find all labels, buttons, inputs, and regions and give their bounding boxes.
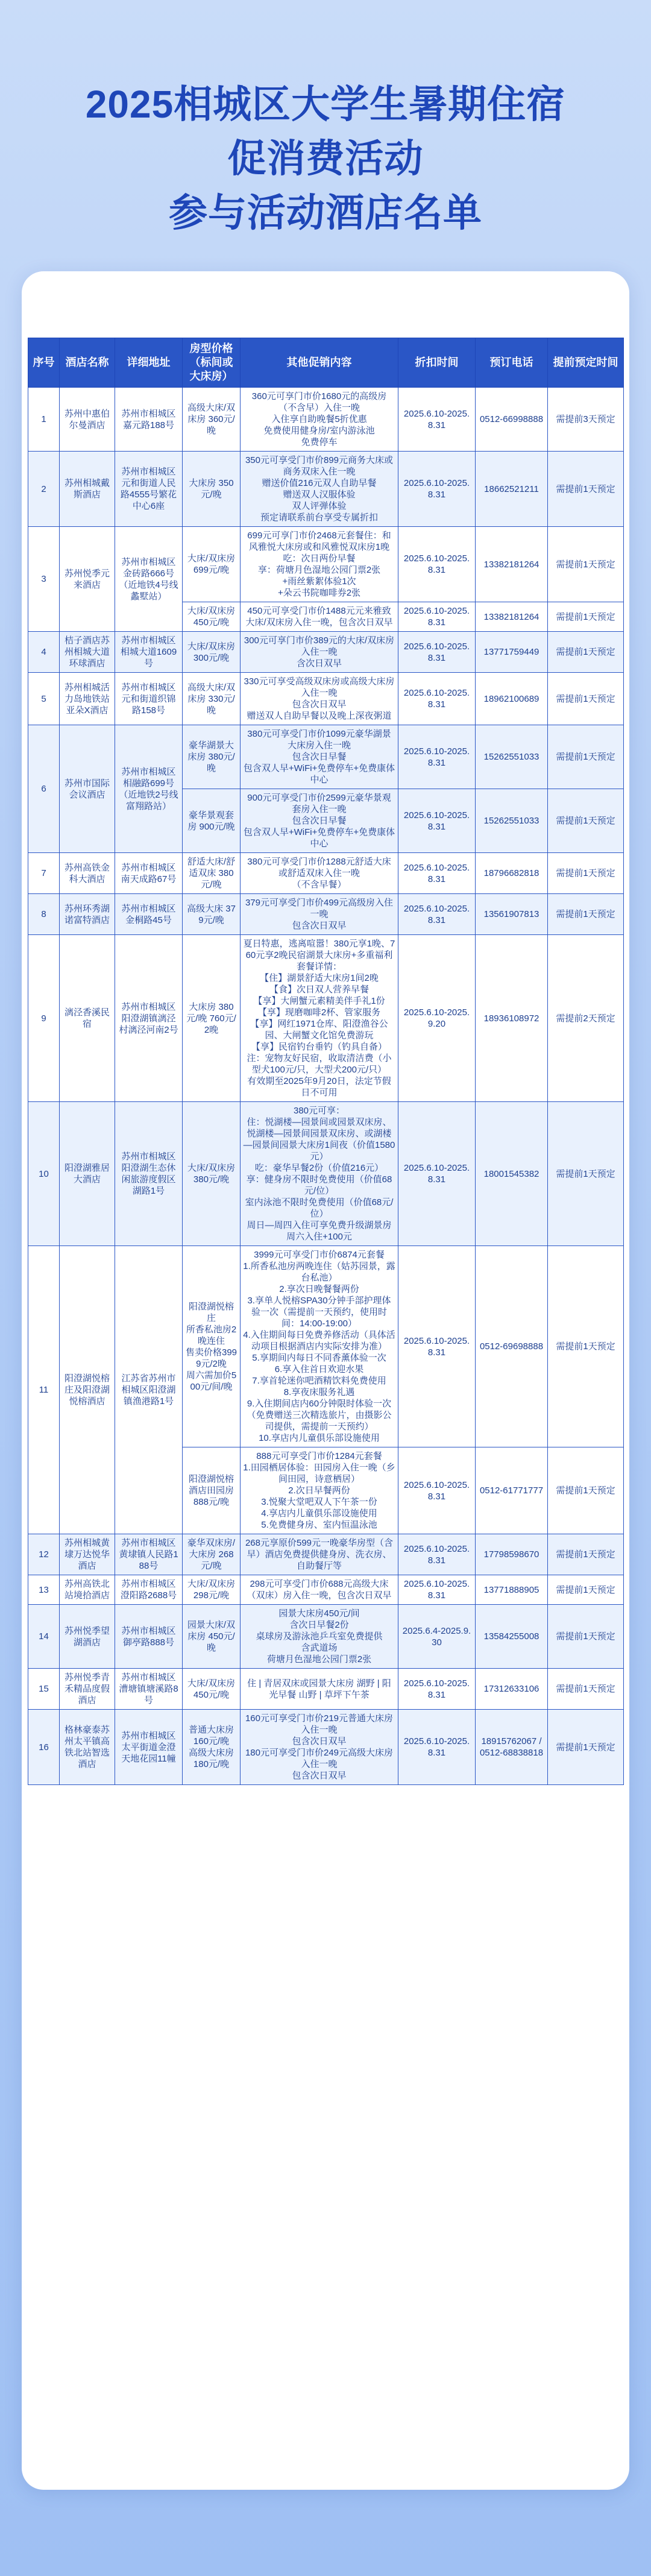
promotion-details: 900元可享受门市价2599元豪华景观套房入住一晚 包含次日早餐 包含双人早+WiFi+免费停车+免费康体中心: [241, 789, 398, 853]
hotel-name: 苏州相城戴斯酒店: [60, 452, 115, 527]
table-row: [28, 1669, 624, 1710]
hotel-address: 苏州市相城区太平街道金澄天地花园11幢: [115, 1710, 183, 1785]
column-header: 折扣时间: [398, 338, 476, 388]
discount-period: 2025.6.10-2025.8.31: [398, 1710, 476, 1785]
hotel-name: 阳澄湖雅居大酒店: [60, 1102, 115, 1246]
hotel-name: 苏州高铁北站境拾酒店: [60, 1575, 115, 1605]
hotel-address: 苏州市相城区澄阳路2688号: [115, 1575, 183, 1605]
title-line-3: 参与活动酒店名单: [169, 191, 482, 235]
hotel-address: 苏州市相城区嘉元路188号: [115, 388, 183, 452]
promotion-details: 888元可享受门市价1284元套餐 1.田园栖居体验：田园房入住一晚（乡间田园，诗意栖居） 2.次日早餐两份 3.悦聚大堂吧双人下午茶一份 4.享店内儿童俱乐部设施使用 5.免费健身房、室内恒温泳池: [241, 1447, 398, 1534]
promotion-details: 268元享原价599元一晚豪华房型（含早）酒店免费提供健身房、洗衣房、自助餐厅等: [241, 1534, 398, 1575]
hotel-address: 苏州市相城区阳澄湖镇漓泾村漓泾河南2号: [115, 935, 183, 1102]
room-price: 大床/双床房 450元/晚: [183, 602, 241, 632]
discount-period: 2025.6.10-2025.8.31: [398, 1246, 476, 1447]
table-row: [28, 673, 624, 725]
advance-booking: 需提前1天预定: [548, 1102, 624, 1246]
hotel-name: 格林豪泰苏州太平镇高铁北站智选酒店: [60, 1710, 115, 1785]
row-number: 11: [28, 1246, 60, 1534]
room-price: 高级大床/双床房 360元/晚: [183, 388, 241, 452]
booking-phone: 18796682818: [476, 853, 548, 894]
booking-phone: 17312633106: [476, 1669, 548, 1710]
promotion-details: 450元可享受门市价1488元元来雅致大床/双床房入住一晚，包含次日双早: [241, 602, 398, 632]
promotion-details: 380元可享： 住：悦湖楼—园景间或园景双床房、悦湖楼—园景间园景双床房、或湖楼—园景间园景大床房1间夜（价值1580元） 吃：豪华早餐2份（价值216元） 享：健身房不限时免费使用（价值68元/位） 室内泳池不限时免费使用（价值68元/位） 周日—周四入住可享免费升级湖景房 周六入住+100元: [241, 1102, 398, 1246]
promotion-details: 300元可享门市价389元的大床/双床房入住一晚 含次日双早: [241, 632, 398, 673]
promotion-details: 330元可享受高级双床房或高级大床房入住一晚 包含次日双早 赠送双人自助早餐以及晚上深夜粥道: [241, 673, 398, 725]
advance-booking: 需提前2天预定: [548, 935, 624, 1102]
booking-phone: 15262551033: [476, 789, 548, 853]
column-header: 酒店名称: [60, 338, 115, 388]
advance-booking: 需提前1天预定: [548, 1669, 624, 1710]
booking-phone: 18662521211: [476, 452, 548, 527]
room-price: 舒适大床/舒适双床 380元/晚: [183, 853, 241, 894]
booking-phone: 13771759449: [476, 632, 548, 673]
hotel-address: 苏州市相城区元和街道织锦路158号: [115, 673, 183, 725]
room-price: 豪华湖景大床房 380元/晚: [183, 725, 241, 789]
table-row: [28, 632, 624, 673]
promotion-details: 380元可享受门市价1288元舒适大床或舒适双床入住一晚 （不含早餐）: [241, 853, 398, 894]
booking-phone: 0512-69698888: [476, 1246, 548, 1447]
row-number: 6: [28, 725, 60, 853]
discount-period: 2025.6.10-2025.8.31: [398, 1534, 476, 1575]
discount-period: 2025.6.10-2025.8.31: [398, 632, 476, 673]
hotel-name: 桔子酒店苏州相城大道环球酒店: [60, 632, 115, 673]
room-price: 豪华双床房/大床房 268元/晚: [183, 1534, 241, 1575]
advance-booking: 需提前1天预定: [548, 452, 624, 527]
advance-booking: 需提前1天预定: [548, 1534, 624, 1575]
hotel-name: 苏州悦季元来酒店: [60, 527, 115, 632]
promotion-details: 夏日特惠，逃离喧嚣！380元享1晚、760元享2晚民宿湖景大床房+多重福利 套餐详情： 【住】湖景舒适大床房1间2晚 【食】次日双人营养早餐 【享】大闸蟹元素精美伴手礼1份 【享】现磨咖啡2杯、管家服务 【享】网红1971仓库、阳澄渔谷公园、大闸蟹文化馆免费游玩 【享】民宿钓台垂钓（钓具自备） 注：宠物友好民宿，收取清洁费（小型犬100元/只，大型犬200元/只） 有效期至2025年9月20日，法定节假日不可用: [241, 935, 398, 1102]
table-row: [28, 1102, 624, 1246]
promotion-details: 园景大床房450元/间 含次日早餐2份 桌球房及游泳池乒乓室免费提供 含武道场 荷塘月色湿地公园门票2张: [241, 1605, 398, 1669]
discount-period: 2025.6.10-2025.8.31: [398, 853, 476, 894]
booking-phone: 0512-66998888: [476, 388, 548, 452]
hotel-address: 苏州市相城区金砖路666号（近地铁4号线蠡墅站）: [115, 527, 183, 632]
room-price: 阳澄湖悦榕酒店田园房 888元/晚: [183, 1447, 241, 1534]
advance-booking: 需提前3天预定: [548, 388, 624, 452]
advance-booking: 需提前1天预定: [548, 1575, 624, 1605]
hotel-name: 漓泾香溪民宿: [60, 935, 115, 1102]
booking-phone: 18962100689: [476, 673, 548, 725]
row-number: 8: [28, 894, 60, 935]
hotel-name: 苏州悦季望湖酒店: [60, 1605, 115, 1669]
room-price: 大床/双床房 300元/晚: [183, 632, 241, 673]
hotel-list-table: [28, 338, 624, 1785]
table-row: [28, 1534, 624, 1575]
discount-period: 2025.6.10-2025.9.20: [398, 935, 476, 1102]
hotel-address: 苏州市相城区御亭路888号: [115, 1605, 183, 1669]
discount-period: 2025.6.10-2025.8.31: [398, 1102, 476, 1246]
booking-phone: 13382181264: [476, 527, 548, 602]
booking-phone: 13382181264: [476, 602, 548, 632]
booking-phone: 13584255008: [476, 1605, 548, 1669]
column-header: 序号: [28, 338, 60, 388]
room-price: 园景大床/双床房 450元/晚: [183, 1605, 241, 1669]
promotion-details: 298元可享受门市价688元高级大床（双床）房入住一晚，包含次日双早: [241, 1575, 398, 1605]
row-number: 3: [28, 527, 60, 632]
room-price: 阳澄湖悦榕庄 所香私池房2晚连住 售卖价格3999元/2晚 周六需加价500元/间/晚: [183, 1246, 241, 1447]
hotel-name: 苏州相城活力岛地铁站亚朵X酒店: [60, 673, 115, 725]
row-number: 4: [28, 632, 60, 673]
promotion-details: 住 | 青居双床或园景大床房 湖野 | 阳光早餐 山野 | 草坪下午茶: [241, 1669, 398, 1710]
row-number: 7: [28, 853, 60, 894]
row-number: 13: [28, 1575, 60, 1605]
booking-phone: 17798598670: [476, 1534, 548, 1575]
title-line-2: 促消费活动: [227, 137, 424, 180]
hotel-table-container: [28, 338, 623, 1785]
table-row: [28, 725, 624, 789]
promotion-details: 360元可享门市价1680元的高级房（不含早）入住一晚 入住享自助晚餐5折优惠 免费使用健身房/室内游泳池 免费停车: [241, 388, 398, 452]
discount-period: 2025.6.10-2025.8.31: [398, 894, 476, 935]
booking-phone: 0512-61771777: [476, 1447, 548, 1534]
hotel-name: 苏州相城黄埭万达悦华酒店: [60, 1534, 115, 1575]
discount-period: 2025.6.10-2025.8.31: [398, 452, 476, 527]
room-price: 大床/双床房 298元/晚: [183, 1575, 241, 1605]
room-price: 大床/双床房 380元/晚: [183, 1102, 241, 1246]
discount-period: 2025.6.10-2025.8.31: [398, 1575, 476, 1605]
title-line-1: 2025相城区大学生暑期住宿: [85, 83, 566, 126]
advance-booking: 需提前1天预定: [548, 725, 624, 789]
hotel-name: 苏州悦季青禾精品度假酒店: [60, 1669, 115, 1710]
booking-phone: 13771888905: [476, 1575, 548, 1605]
table-row: [28, 1605, 624, 1669]
promotion-details: 380元可享受门市价1099元豪华湖景大床房入住一晚 包含次日早餐 包含双人早+WiFi+免费停车+免费康体中心: [241, 725, 398, 789]
table-row: [28, 388, 624, 452]
booking-phone: 13561907813: [476, 894, 548, 935]
table-row: [28, 935, 624, 1102]
advance-booking: 需提前1天预定: [548, 789, 624, 853]
advance-booking: 需提前1天预定: [548, 894, 624, 935]
row-number: 5: [28, 673, 60, 725]
room-price: 高级大床 379元/晚: [183, 894, 241, 935]
advance-booking: 需提前1天预定: [548, 1605, 624, 1669]
room-price: 大床/双床房 450元/晚: [183, 1669, 241, 1710]
discount-period: 2025.6.10-2025.8.31: [398, 388, 476, 452]
hotel-address: 苏州市相城区黄埭镇人民路188号: [115, 1534, 183, 1575]
hotel-address: 苏州市相城区漕塘镇塘溪路8号: [115, 1669, 183, 1710]
advance-booking: 需提前1天预定: [548, 632, 624, 673]
advance-booking: 需提前1天预定: [548, 673, 624, 725]
booking-phone: 18936108972: [476, 935, 548, 1102]
promotion-details: 379元可享受门市价499元高级房入住一晚 包含次日双早: [241, 894, 398, 935]
row-number: 1: [28, 388, 60, 452]
column-header: 其他促销内容: [241, 338, 398, 388]
table-row: [28, 1246, 624, 1447]
column-header: 提前预定时间: [548, 338, 624, 388]
hotel-name: 苏州中惠伯尔曼酒店: [60, 388, 115, 452]
room-price: 大床房 350元/晚: [183, 452, 241, 527]
column-header: 预订电话: [476, 338, 548, 388]
discount-period: 2025.6.10-2025.8.31: [398, 527, 476, 602]
table-row: [28, 527, 624, 602]
room-price: 大床/双床房 699元/晚: [183, 527, 241, 602]
advance-booking: 需提前1天预定: [548, 527, 624, 602]
table-header-row: [28, 338, 624, 388]
table-row: [28, 894, 624, 935]
hotel-name: 苏州环秀湖诺富特酒店: [60, 894, 115, 935]
advance-booking: 需提前1天预定: [548, 1246, 624, 1447]
column-header: 房型价格（标间或大床房）: [183, 338, 241, 388]
table-body: [28, 388, 624, 1785]
table-row: [28, 452, 624, 527]
room-price: 普通大床房 160元/晚 高级大床房 180元/晚: [183, 1710, 241, 1785]
hotel-address: 苏州市相城区相城大道1609号: [115, 632, 183, 673]
hotel-address: 江苏省苏州市相城区阳澄湖镇渔港路1号: [115, 1246, 183, 1534]
page-title: [0, 77, 651, 240]
row-number: 14: [28, 1605, 60, 1669]
row-number: 15: [28, 1669, 60, 1710]
discount-period: 2025.6.10-2025.8.31: [398, 725, 476, 789]
table-row: [28, 1575, 624, 1605]
hotel-name: 苏州市国际会议酒店: [60, 725, 115, 853]
table-row: [28, 1710, 624, 1785]
room-price: 豪华景观套房 900元/晚: [183, 789, 241, 853]
discount-period: 2025.6.10-2025.8.31: [398, 789, 476, 853]
row-number: 9: [28, 935, 60, 1102]
discount-period: 2025.6.10-2025.8.31: [398, 1447, 476, 1534]
discount-period: 2025.6.10-2025.8.31: [398, 1669, 476, 1710]
discount-period: 2025.6.10-2025.8.31: [398, 602, 476, 632]
booking-phone: 15262551033: [476, 725, 548, 789]
booking-phone: 18001545382: [476, 1102, 548, 1246]
hotel-address: 苏州市相城区元和街道人民路4555号繁花中心6座: [115, 452, 183, 527]
room-price: 大床房 380元/晚 760元/2晚: [183, 935, 241, 1102]
row-number: 12: [28, 1534, 60, 1575]
hotel-address: 苏州市相城区阳澄湖生态休闲旅游度假区湖路1号: [115, 1102, 183, 1246]
hotel-address: 苏州市相城区相融路699号（近地铁2号线富翔路站）: [115, 725, 183, 853]
hotel-address: 苏州市相城区金桐路45号: [115, 894, 183, 935]
hotel-name: 苏州高铁金科大酒店: [60, 853, 115, 894]
advance-booking: 需提前1天预定: [548, 602, 624, 632]
discount-period: 2025.6.10-2025.8.31: [398, 673, 476, 725]
advance-booking: 需提前1天预定: [548, 1710, 624, 1785]
room-price: 高级大床/双床房 330元/晚: [183, 673, 241, 725]
row-number: 10: [28, 1102, 60, 1246]
discount-period: 2025.6.4-2025.9.30: [398, 1605, 476, 1669]
promotion-details: 3999元可享受门市价6874元套餐 1.所香私池房两晚连住（姑苏园景，露台私池） 2.享次日晚餐餐两份 3.享单人悦榕SPA30分钟手部护理体验一次（需提前一天预约，使用时间：14:00-19:00） 4.入住期间每日免费养修活动（具体活动项目根据酒店内实际安排为准） 5.享期间内每日不同香薰体验一次 6.享入住首日欢迎水果 7.享首轮迷你吧酒精饮料免费使用 8.享夜床服务礼遇 9.入住期间店内60分钟限时体验一次（免费赠送三次精选旅片，由摄影公司提供，需提前一天预约） 10.享店内儿童俱乐部设施使用: [241, 1246, 398, 1447]
promotion-details: 699元可享门市价2468元套餐住：和风雅悦大床房或和风雅悦双床房1晚 吃：次日两份早餐 享：荷塘月色湿地公园门票2张 +雨丝紫絮体验1次 +朵云书院咖啡券2张: [241, 527, 398, 602]
row-number: 16: [28, 1710, 60, 1785]
hotel-address: 苏州市相城区南天成路67号: [115, 853, 183, 894]
table-row: [28, 853, 624, 894]
column-header: 详细地址: [115, 338, 183, 388]
hotel-name: 阳澄湖悦榕庄及阳澄湖悦榕酒店: [60, 1246, 115, 1534]
advance-booking: 需提前1天预定: [548, 853, 624, 894]
promotion-details: 160元可享受门市价219元普通大床房入住一晚 包含次日双早 180元可享受门市价249元高级大床房入住一晚 包含次日双早: [241, 1710, 398, 1785]
promotion-details: 350元可享受门市价899元商务大床或商务双床入住一晚 赠送价值216元双人自助早餐 赠送双人汉服体验 双人评弹体验 预定请联系前台享受专属折扣: [241, 452, 398, 527]
row-number: 2: [28, 452, 60, 527]
booking-phone: 18915762067 / 0512-68838818: [476, 1710, 548, 1785]
advance-booking: 需提前1天预定: [548, 1447, 624, 1534]
